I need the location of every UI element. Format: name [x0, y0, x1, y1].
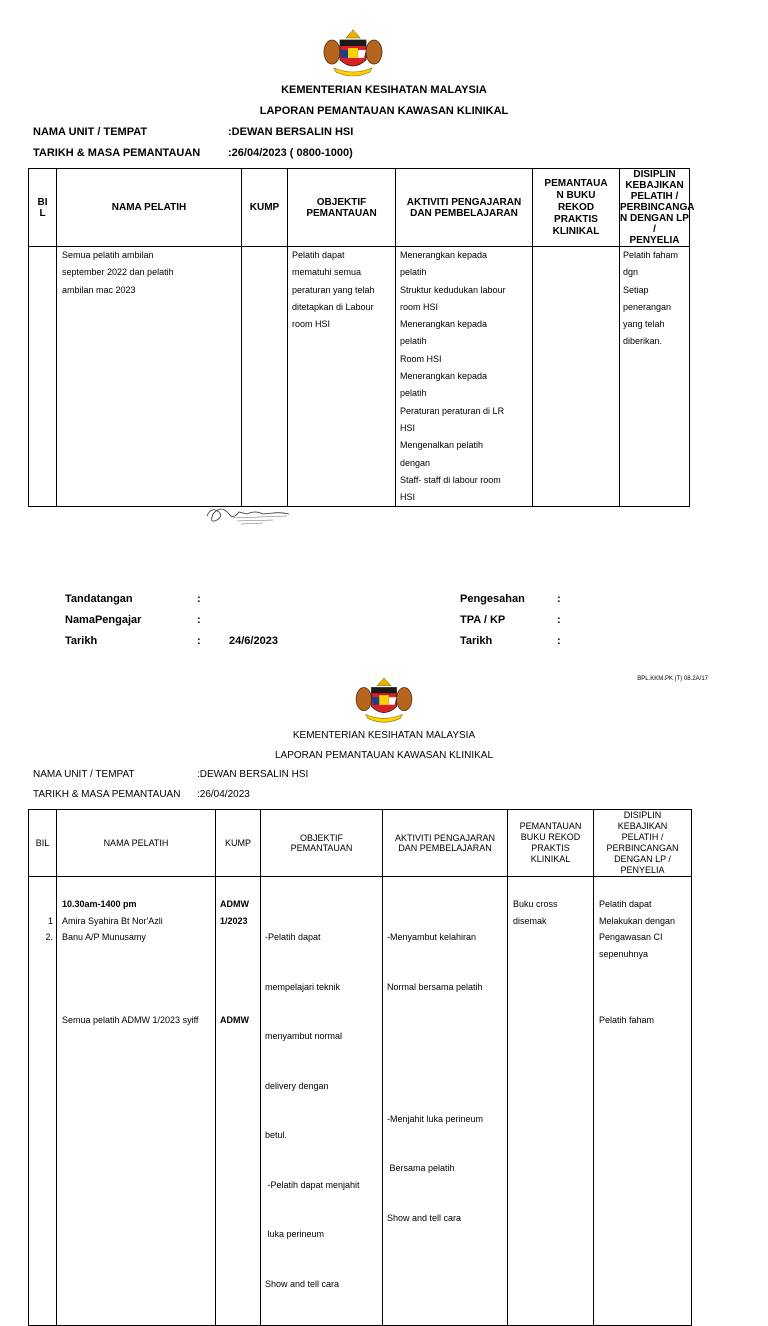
- nama-line: ambilan mac 2023: [62, 284, 136, 295]
- objektif-line: mematuhi semua: [292, 267, 362, 278]
- header-kump-2: KUMP: [216, 810, 261, 877]
- aktiviti-line: Menerangkan kepada: [400, 371, 488, 382]
- tarikh-colon: :: [197, 635, 201, 647]
- tpa-kp-label: TPA / KP: [460, 614, 506, 626]
- aktiviti-line: dengan: [400, 457, 431, 468]
- cell-pemantauan: [533, 247, 620, 507]
- date-value: :26/04/2023 ( 0800-1000): [228, 147, 353, 159]
- cell-aktiviti: [396, 247, 533, 507]
- report-title-2: LAPORAN PEMANTAUAN KAWASAN KLINIKAL: [274, 750, 494, 761]
- cell-nama-2: [57, 877, 216, 1326]
- aktiviti-line: Peraturan peraturan di LR: [400, 405, 505, 416]
- kump-line: 1/2023: [220, 915, 248, 926]
- kump-line: ADMW: [220, 1014, 249, 1025]
- objektif-line: -Pelatih dapat menjahit: [265, 1179, 360, 1190]
- tpa-kp-colon: :: [557, 614, 561, 626]
- header-pemantauan-2: PEMANTAUAN BUKU REKOD PRAKTIS KLINIKAL: [508, 810, 594, 877]
- cell-aktiviti-2: [383, 877, 508, 1326]
- objektif-line: mempelajari teknik: [265, 981, 341, 992]
- date-label: TARIKH & MASA PEMANTAUAN: [33, 147, 201, 159]
- date-label-2: TARIKH & MASA PEMANTAUAN: [33, 789, 181, 800]
- nama-pengajar-label: NamaPengajar: [65, 614, 142, 626]
- tarikh-value: 24/6/2023: [229, 635, 278, 647]
- cell-nama: [57, 247, 242, 507]
- cell-bil: [29, 247, 57, 507]
- pengesahan-label: Pengesahan: [460, 593, 525, 605]
- header-objektif: OBJEKTIF PEMANTAUAN: [288, 169, 396, 247]
- disiplin-line: Pelatih dapat: [599, 899, 652, 909]
- tandatangan-label: Tandatangan: [65, 593, 133, 605]
- jata-negara-crest-icon: [352, 676, 416, 726]
- pemantauan-line: Buku cross: [513, 899, 558, 909]
- objektif-line: menyambut normal: [265, 1031, 343, 1041]
- aktiviti-line: pelatih: [400, 267, 427, 278]
- trainee-name: Banu A/P Munusamy: [62, 932, 146, 942]
- objektif-line: -Pelatih dapat: [265, 932, 321, 942]
- cell-kump-2: [216, 877, 261, 1326]
- header-disiplin: DISIPLIN KEBAJIKAN PELATIH / PERBINCANGA N DENGAN LP / PENYELIA: [620, 169, 695, 246]
- cell-disiplin: [620, 247, 690, 507]
- header-pemantauan: PEMANTAUA N BUKU REKOD PRAKTIS KLINIKAL: [533, 169, 620, 247]
- disiplin-line: Pelatih faham dgn: [623, 250, 679, 278]
- header-bil: BI L: [29, 169, 57, 247]
- objektif-line: delivery dengan: [265, 1080, 329, 1091]
- header-bil-2: BIL: [29, 810, 57, 877]
- aktiviti-line: pelatih: [400, 388, 427, 399]
- cell-pemantauan-2: [508, 877, 594, 1326]
- header-aktiviti: AKTIVITI PENGAJARAN DAN PEMBELAJARAN: [396, 169, 533, 247]
- unit-label: NAMA UNIT / TEMPAT: [33, 126, 148, 138]
- disiplin-line: Pengawasan CI: [599, 932, 663, 942]
- aktiviti-line: -Menjahit luka perineum: [387, 1113, 484, 1124]
- monitoring-table-1: [28, 168, 695, 507]
- nama-line: september 2022 dan pelatih: [62, 267, 174, 278]
- date-value-2: :26/04/2023: [197, 789, 250, 800]
- disiplin-line: sepenuhnya: [599, 948, 649, 959]
- aktiviti-line: Room HSI: [400, 353, 442, 364]
- cell-objektif-2: [261, 877, 383, 1326]
- disiplin-line: Pelatih faham: [599, 1014, 655, 1025]
- aktiviti-line: pelatih: [400, 336, 427, 347]
- aktiviti-line: Menerangkan kepada: [400, 250, 488, 260]
- header-disiplin-2: DISIPLIN KEBAJIKAN PELATIH / PERBINCANGAN DENGAN LP / PENYELIA: [594, 810, 692, 877]
- objektif-line: peraturan yang telah: [292, 284, 375, 295]
- objektif-line: room HSI: [292, 319, 331, 330]
- cell-kump: [242, 247, 288, 507]
- bil-line: 2.: [45, 932, 53, 942]
- aktiviti-line: -Menyambut kelahiran: [387, 932, 477, 942]
- disiplin-line: Melakukan dengan: [599, 915, 676, 926]
- tarikh-label: Tarikh: [65, 635, 98, 647]
- disiplin-line: diberikan.: [623, 336, 663, 347]
- jata-negara-crest-icon: [320, 28, 386, 80]
- objektif-line: betul.: [265, 1130, 288, 1140]
- bil-line: 1: [47, 915, 53, 926]
- cell-disiplin-2: [594, 877, 692, 1326]
- nama-pengajar-colon: :: [197, 614, 201, 626]
- objektif-line: luka perineum: [265, 1229, 325, 1239]
- trainee-name: Amira Syahira Bt Nor'Azli: [62, 915, 163, 926]
- objektif-line: ditetapkan di Labour: [292, 301, 374, 312]
- unit-label-2: NAMA UNIT / TEMPAT: [33, 769, 135, 780]
- bil-line: [29, 896, 53, 913]
- signature-scribble-icon: [203, 502, 295, 528]
- pengesahan-colon: :: [557, 593, 561, 605]
- tarikh2-colon: :: [557, 635, 561, 647]
- kump-line: ADMW: [220, 899, 249, 909]
- header-objektif-2: OBJEKTIF PEMANTAUAN: [261, 810, 383, 877]
- nama-line: Semua pelatih ambilan: [62, 250, 154, 260]
- ministry-title: KEMENTERIAN KESIHATAN MALAYSIA: [281, 84, 487, 96]
- aktiviti-line: Mengenalkan pelatih: [400, 440, 484, 451]
- cell-bil-2: [29, 877, 57, 1326]
- aktiviti-line: Menerangkan kepada: [400, 319, 488, 330]
- aktiviti-line: Show and tell cara: [387, 1212, 462, 1223]
- unit-value-2: :DEWAN BERSALIN HSI: [197, 769, 309, 780]
- aktiviti-line: Staff- staff di labour room: [400, 474, 501, 485]
- header-nama-pelatih-2: NAMA PELATIH: [57, 810, 216, 877]
- aktiviti-line: HSI: [400, 492, 416, 503]
- objektif-line: Pelatih dapat: [292, 250, 345, 260]
- aktiviti-line: HSI: [400, 422, 416, 433]
- header-kump: KUMP: [242, 169, 288, 247]
- pemantauan-line: disemak: [513, 915, 547, 926]
- cell-objektif: [288, 247, 396, 507]
- time-slot: 10.30am-1400 pm: [62, 899, 137, 909]
- trainee-group-note: Semua pelatih ADMW 1/2023 syiff: [62, 1014, 199, 1025]
- aktiviti-line: Struktur kedudukan labour: [400, 284, 506, 295]
- disiplin-line: Setiap penerangan: [623, 284, 672, 312]
- disiplin-line: yang telah: [623, 319, 665, 330]
- aktiviti-line: room HSI: [400, 301, 439, 312]
- header-aktiviti-2: AKTIVITI PENGAJARAN DAN PEMBELAJARAN: [383, 810, 508, 877]
- report-title: LAPORAN PEMANTAUAN KAWASAN KLINIKAL: [259, 105, 509, 117]
- ministry-title-2: KEMENTERIAN KESIHATAN MALAYSIA: [292, 730, 476, 741]
- tandatangan-colon: :: [197, 593, 201, 605]
- aktiviti-line: Bersama pelatih: [387, 1163, 455, 1173]
- monitoring-table-2: [28, 809, 692, 1326]
- tarikh2-label: Tarikh: [460, 635, 493, 647]
- objektif-line: Show and tell cara: [265, 1278, 340, 1289]
- unit-value: :DEWAN BERSALIN HSI: [228, 126, 354, 138]
- aktiviti-line: Normal bersama pelatih: [387, 981, 483, 992]
- form-code: BPL.KKM.PK (T) 08.2A/17: [637, 676, 708, 682]
- header-nama-pelatih: NAMA PELATIH: [57, 169, 242, 247]
